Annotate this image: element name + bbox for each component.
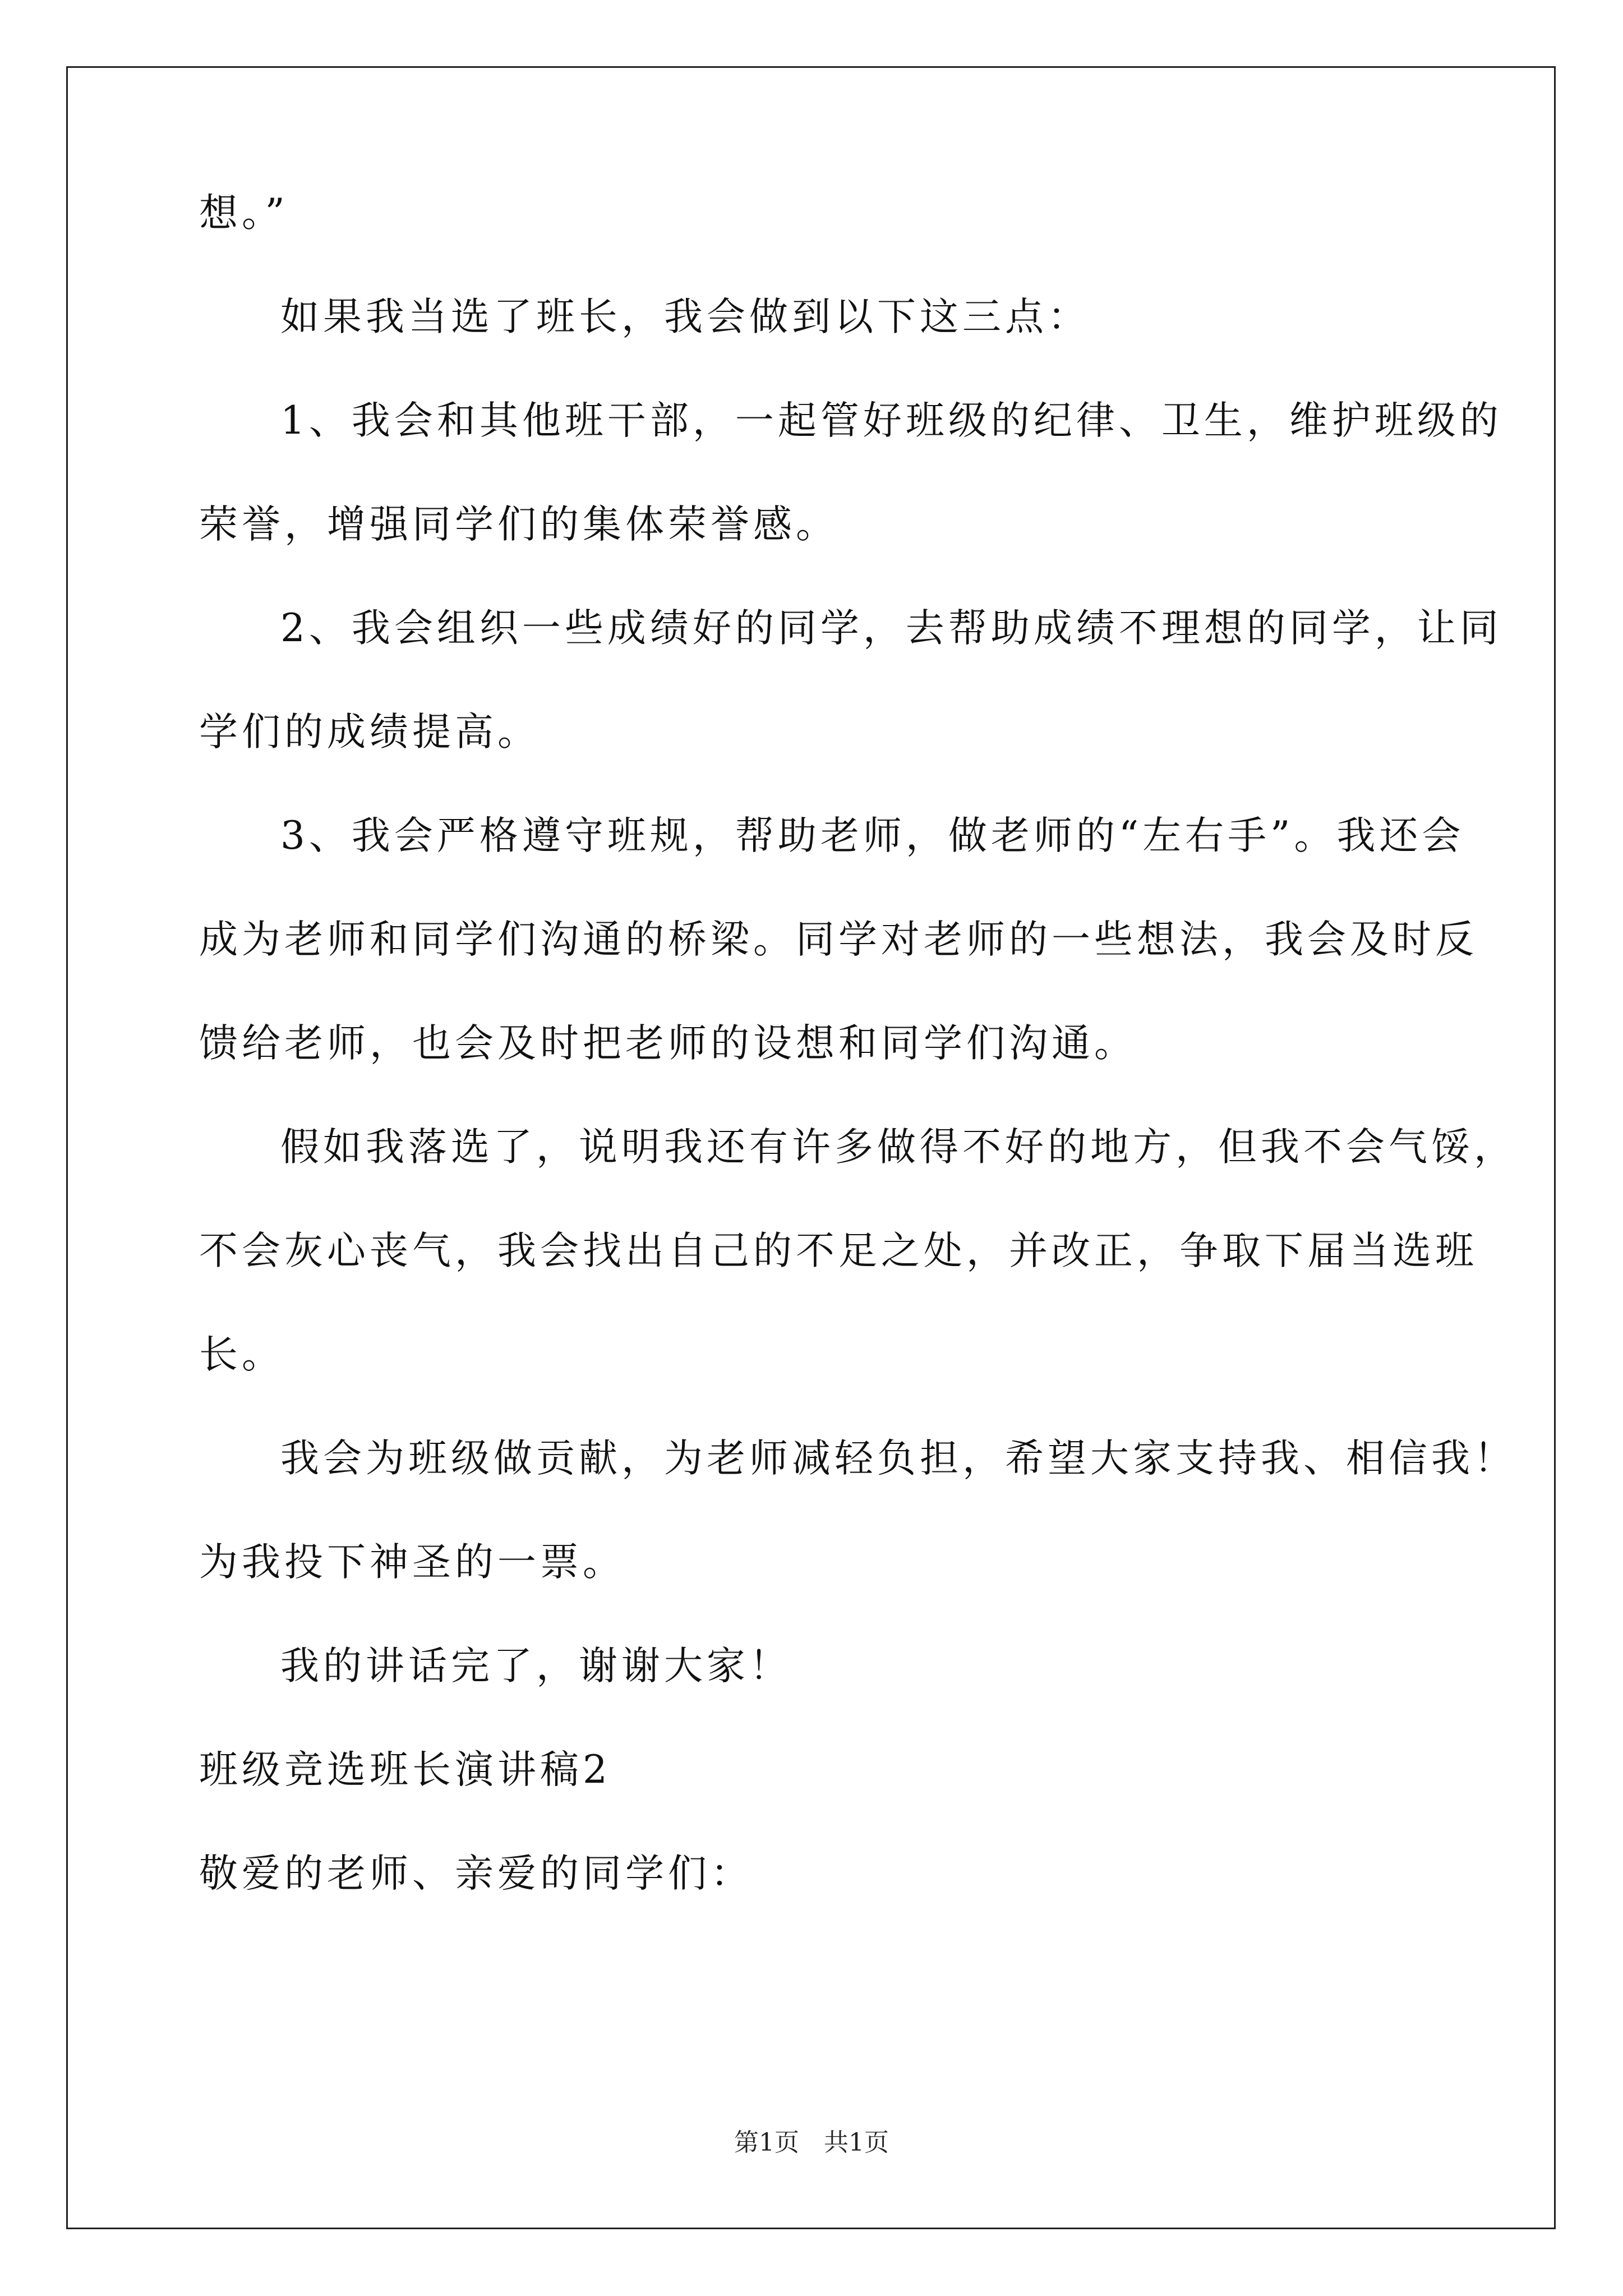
text-line: 假如我落选了，说明我还有许多做得不好的地方，但我不会气馁， [280,1125,1516,1170]
salutation: 敬爱的老师、亲爱的同学们： [199,1851,753,1896]
text-line: 为我投下神圣的一票。 [199,1540,625,1585]
text-line: 3、我会严格遵守班规，帮助老师，做老师的“左右手”。我还会 [280,813,1465,858]
section-heading: 班级竞选班长演讲稿2 [199,1747,611,1792]
text-line: 我的讲话完了，谢谢大家！ [280,1644,792,1688]
text-line: 2、我会组织一些成绩好的同学，去帮助成绩不理想的同学，让同 [280,606,1502,651]
text-line: 1、我会和其他班干部，一起管好班级的纪律、卫生，维护班级的 [280,398,1502,443]
text-line: 荣誉，增强同学们的集体荣誉感。 [199,502,838,547]
text-line: 成为老师和同学们沟通的桥梁。同学对老师的一些想法，我会及时反 [199,917,1478,962]
text-line: 如果我当选了班长，我会做到以下这三点： [280,295,1090,339]
text-line: 馈给老师，也会及时把老师的设想和同学们沟通。 [199,1021,1137,1066]
text-line: 我会为班级做贡献，为老师减轻负担，希望大家支持我、相信我！ [280,1436,1516,1481]
text-line: 不会灰心丧气，我会找出自己的不足之处，并改正，争取下届当选班 [199,1228,1478,1273]
page-number: 第1页 共1页 [734,2128,889,2157]
text-line: 学们的成绩提高。 [199,710,540,754]
text-line: 想。” [199,191,289,236]
text-line: 长。 [199,1332,284,1377]
